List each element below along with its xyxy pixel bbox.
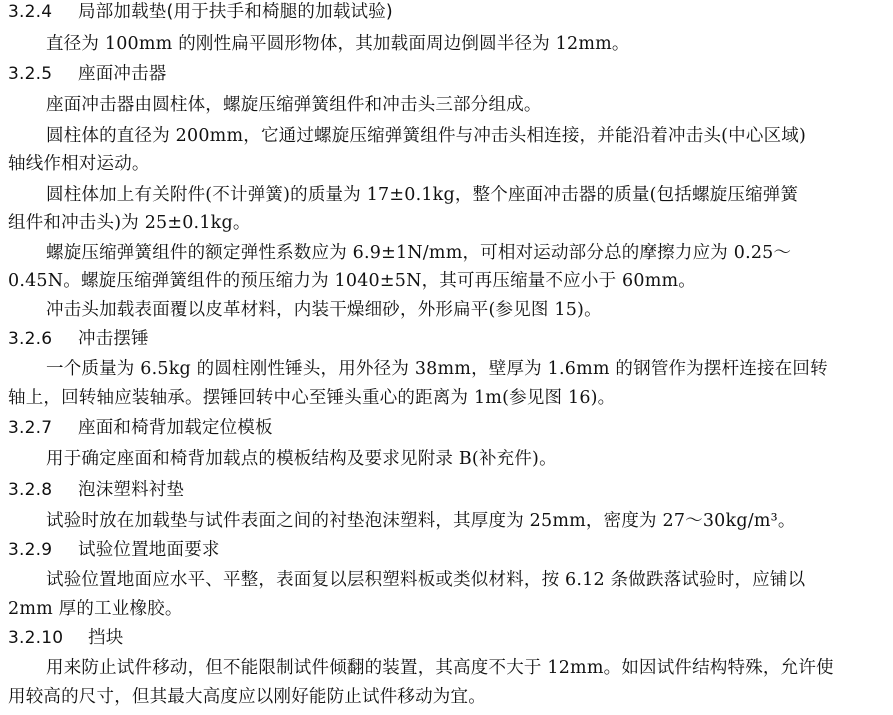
section-number: 3.2.4 xyxy=(8,2,53,22)
section-number: 3.2.7 xyxy=(8,418,53,438)
paragraph-line: 座面冲击器由圆柱体，螺旋压缩弹簧组件和冲击头三部分组成。 xyxy=(46,95,542,115)
section-title: 座面和椅背加载定位模板 xyxy=(78,418,273,438)
section-heading-3-2-10 xyxy=(8,626,123,650)
section-title: 试验位置地面要求 xyxy=(78,540,220,560)
paragraph-continuation-line: 轴上，回转轴应装轴承。摆锤回转中心至锤头重心的距离为 1m(参见图 16)。 xyxy=(8,388,616,408)
paragraph-continuation-line: 用较高的尺寸，但其最大高度应以刚好能防止试件移动为宜。 xyxy=(8,687,486,707)
section-heading-3-2-6 xyxy=(8,327,149,351)
paragraph-continuation-line: 组件和冲击头)为 25±0.1kg。 xyxy=(8,213,251,233)
section-heading-3-2-9 xyxy=(8,538,220,562)
section-heading-3-2-5 xyxy=(8,62,167,86)
paragraph-line: 用于确定座面和椅背加载点的模板结构及要求见附录 B(补充件)。 xyxy=(46,449,557,469)
section-title: 挡块 xyxy=(88,628,124,648)
paragraph-line: 圆柱体的直径为 200mm，它通过螺旋压缩弹簧组件与冲击头相连接，并能沿着冲击头(中心区域) xyxy=(46,126,807,146)
paragraph-line: 直径为 100mm 的刚性扁平圆形物体，其加载面周边倒圆半径为 12mm。 xyxy=(46,34,630,54)
section-number: 3.2.6 xyxy=(8,329,53,349)
paragraph-line: 圆柱体加上有关附件(不计弹簧)的质量为 17±0.1kg，整个座面冲击器的质量(包括螺旋压缩弹簧 xyxy=(46,185,799,205)
section-number: 3.2.5 xyxy=(8,64,53,84)
paragraph-line: 用来防止试件移动，但不能限制试件倾翻的装置，其高度不大于 12mm。如因试件结构特殊，允许使 xyxy=(46,658,834,678)
paragraph-line: 冲击头加载表面覆以皮革材料，内装干燥细砂，外形扁平(参见图 15)。 xyxy=(46,300,602,320)
paragraph-line: 一个质量为 6.5kg 的圆柱刚性锤头，用外径为 38mm，壁厚为 1.6mm 的钢管作为摆杆连接在回转 xyxy=(46,359,828,379)
section-number: 3.2.8 xyxy=(8,480,53,500)
paragraph-line: 试验时放在加载垫与试件表面之间的衬垫泡沫塑料，其厚度为 25mm，密度为 27～30kg/m³。 xyxy=(46,511,796,531)
paragraph-continuation-line: 轴线作相对运动。 xyxy=(8,154,150,174)
section-number: 3.2.9 xyxy=(8,540,53,560)
paragraph-line: 螺旋压缩弹簧组件的额定弹性系数应为 6.9±1N/mm，可相对运动部分总的摩擦力应为 0.25～ xyxy=(46,243,792,263)
paragraph-continuation-line: 2mm 厚的工业橡胶。 xyxy=(8,599,183,619)
section-title: 泡沫塑料衬垫 xyxy=(78,480,185,500)
section-heading-3-2-4 xyxy=(8,0,393,24)
section-title: 局部加载垫(用于扶手和椅腿的加载试验) xyxy=(78,2,393,22)
section-heading-3-2-7 xyxy=(8,416,273,440)
section-title: 座面冲击器 xyxy=(78,64,167,84)
paragraph-line: 试验位置地面应水平、平整，表面复以层积塑料板或类似材料，按 6.12 条做跌落试验时，应铺以 xyxy=(46,570,806,590)
section-title: 冲击摆锤 xyxy=(78,329,149,349)
section-heading-3-2-8 xyxy=(8,478,184,502)
paragraph-continuation-line: 0.45N。螺旋压缩弹簧组件的预压缩力为 1040±5N，其可再压缩量不应小于 60mm。 xyxy=(8,271,697,291)
section-number: 3.2.10 xyxy=(8,628,64,648)
